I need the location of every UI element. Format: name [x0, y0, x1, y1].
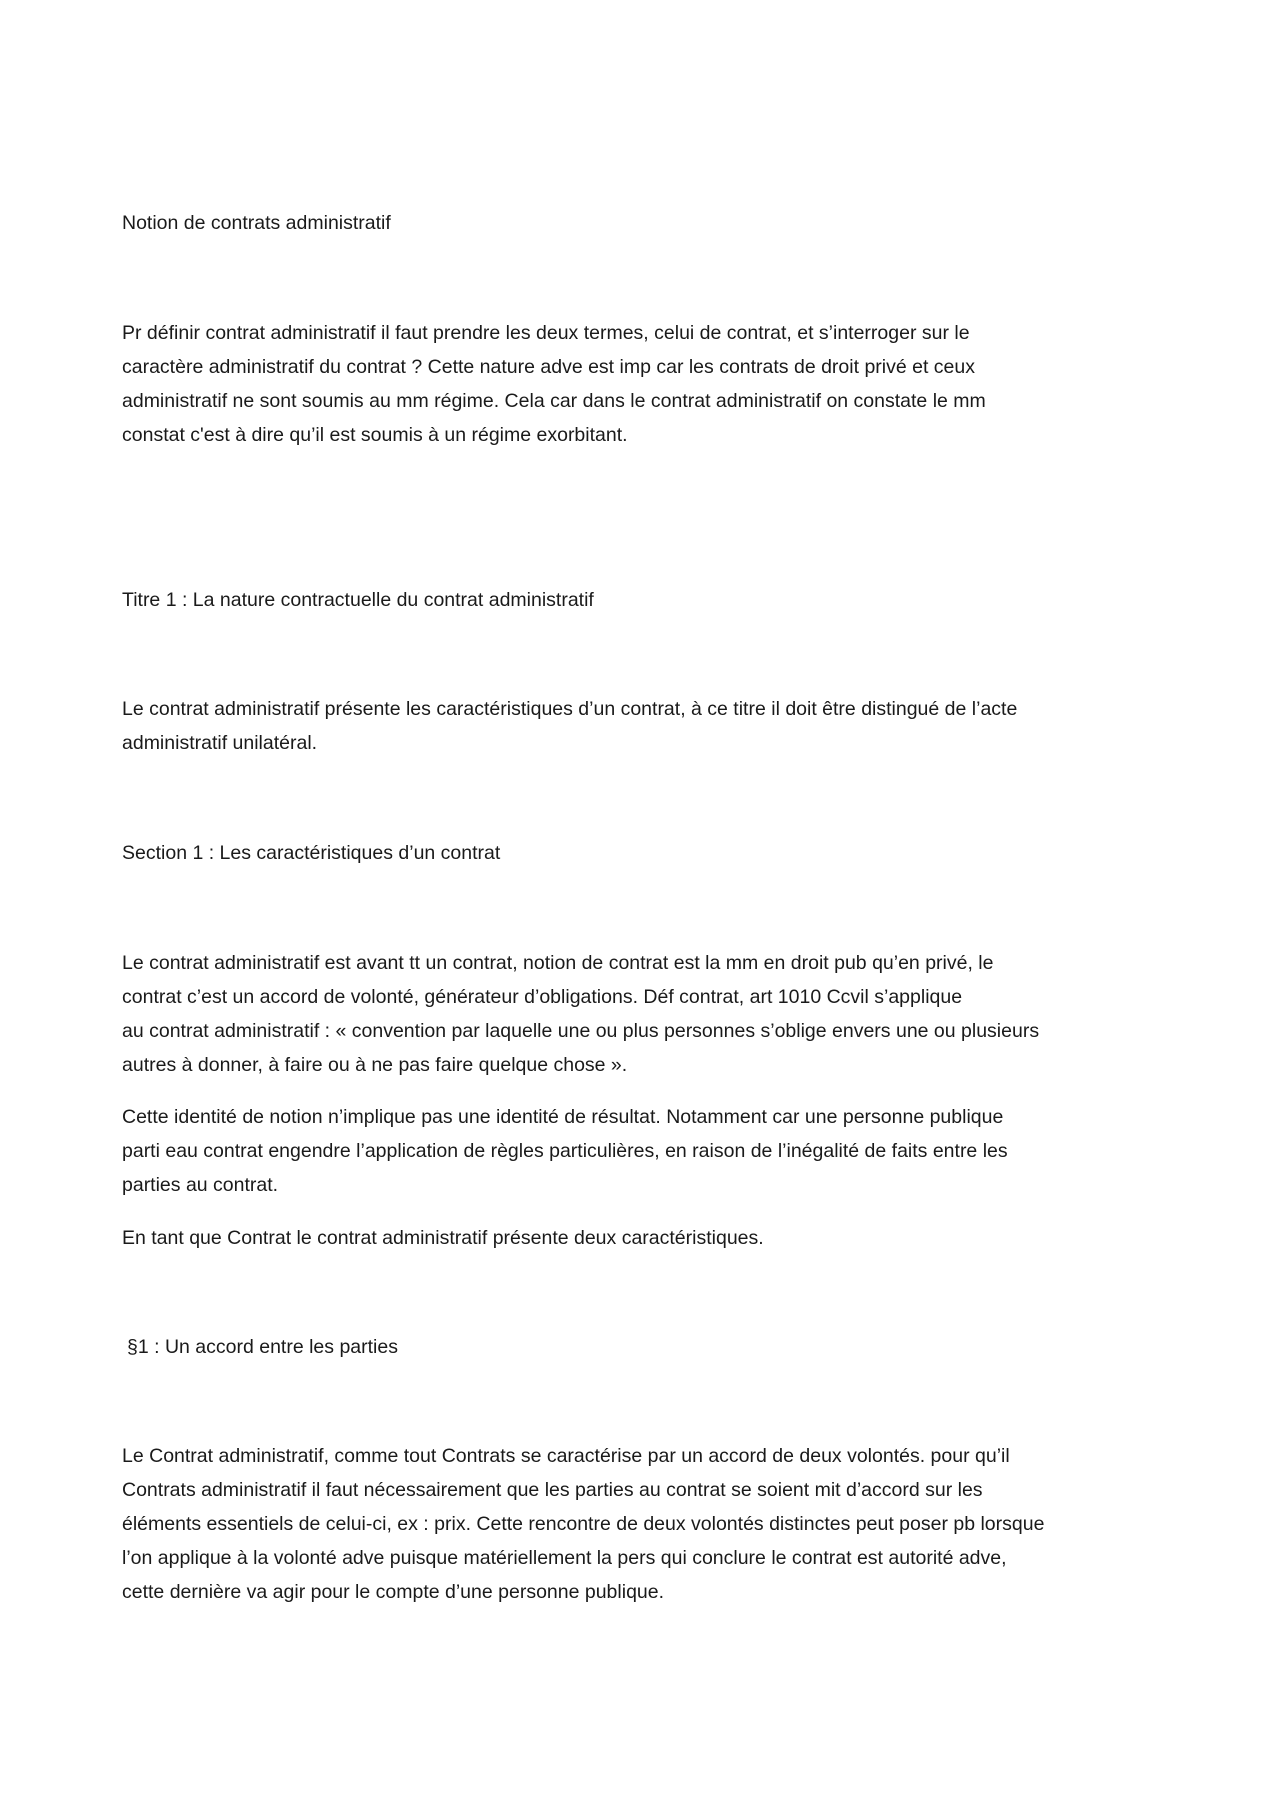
intro-paragraph [122, 316, 1172, 452]
text-line: Le Contrat administratif, comme tout Contrats se caractérise par un accord de deux volontés. pour qu’il [122, 1445, 1010, 1467]
text-line: Cette identité de notion n’implique pas une identité de résultat. Notamment car une personne publique [122, 1106, 1004, 1128]
text-line: Contrats administratif il faut nécessairement que les parties au contrat se soient mit d’accord sur les [122, 1479, 983, 1501]
text-line: parties au contrat. [122, 1174, 279, 1196]
text-line: administratif ne sont soumis au mm régime. Cela car dans le contrat administratif on constate le mm [122, 390, 986, 412]
text-line: Le contrat administratif présente les caractéristiques d’un contrat, à ce titre il doit être distingué de l’acte [122, 698, 1018, 720]
text-line: administratif unilatéral. [122, 732, 318, 754]
section1-paragraph-3: En tant que Contrat le contrat administratif présente deux caractéristiques. [122, 1227, 764, 1249]
titre1-heading: Titre 1 : La nature contractuelle du contrat administratif [122, 589, 594, 611]
text-line: parti eau contrat engendre l’application de règles particulières, en raison de l’inégalité de faits entre les [122, 1140, 1008, 1162]
paragraph1-heading: §1 : Un accord entre les parties [127, 1336, 398, 1358]
section1-heading: Section 1 : Les caractéristiques d’un contrat [122, 842, 501, 864]
titre1-paragraph [122, 692, 1172, 760]
section1-paragraph-1 [122, 946, 1172, 1082]
text-line: autres à donner, à faire ou à ne pas faire quelque chose ». [122, 1054, 628, 1076]
text-line: contrat c’est un accord de volonté, générateur d’obligations. Déf contrat, art 1010 Ccvil s’applique [122, 986, 963, 1008]
text-line: Pr définir contrat administratif il faut prendre les deux termes, celui de contrat, et s’interroger sur le [122, 322, 970, 344]
text-line: constat c'est à dire qu’il est soumis à un régime exorbitant. [122, 424, 628, 446]
section1-paragraph-2 [122, 1100, 1172, 1202]
text-line: Le contrat administratif est avant tt un contrat, notion de contrat est la mm en droit pub qu’en privé, le [122, 952, 994, 974]
text-line: au contrat administratif : « convention par laquelle une ou plus personnes s’oblige envers une ou plusieurs [122, 1020, 1040, 1042]
paragraph1-text [122, 1439, 1172, 1609]
text-line: éléments essentiels de celui-ci, ex : prix. Cette rencontre de deux volontés distinctes peut poser pb lorsque [122, 1513, 1045, 1535]
text-line: l’on applique à la volonté adve puisque matériellement la pers qui conclure le contrat est autorité adve, [122, 1547, 1007, 1569]
document-title: Notion de contrats administratif [122, 212, 391, 234]
text-line: cette dernière va agir pour le compte d’une personne publique. [122, 1581, 665, 1603]
text-line: caractère administratif du contrat ? Cette nature adve est imp car les contrats de droit privé et ceux [122, 356, 975, 378]
